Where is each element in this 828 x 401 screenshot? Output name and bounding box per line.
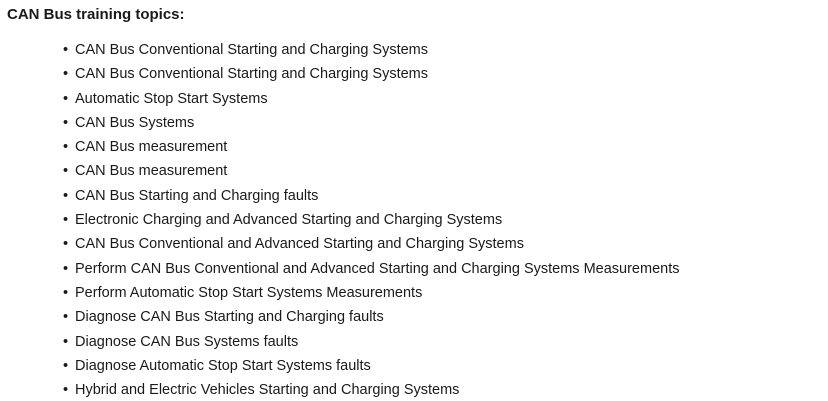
bullet-icon: • [63, 90, 69, 107]
list-item [63, 208, 679, 232]
list-item [63, 305, 679, 329]
list-item [63, 257, 679, 281]
list-item-label: CAN Bus Conventional Starting and Charging Systems [75, 42, 429, 58]
list-item-label: Perform Automatic Stop Start Systems Measurements [75, 284, 423, 301]
bullet-icon: • [63, 66, 69, 83]
list-item-label: CAN Bus measurement [75, 163, 228, 180]
list-item-label: Perform CAN Bus Conventional and Advanced Starting and Charging Systems Measurements [75, 260, 680, 277]
list-item [63, 111, 679, 135]
list-item [63, 62, 679, 86]
list-item [63, 135, 679, 159]
bullet-icon: • [63, 42, 69, 58]
bullet-icon: • [63, 139, 69, 156]
bullet-icon: • [63, 260, 69, 277]
bullet-icon: • [63, 163, 69, 180]
list-item-label: Electronic Charging and Advanced Starting and Charging Systems [75, 212, 503, 229]
list-item-label: Hybrid and Electric Vehicles Starting and Charging Systems [75, 382, 460, 399]
page-title: CAN Bus training topics: [7, 6, 185, 23]
list-item [63, 159, 679, 183]
list-item [63, 281, 679, 305]
bullet-icon: • [63, 357, 69, 374]
list-item-label: Automatic Stop Start Systems [75, 90, 268, 107]
list-item-label: Diagnose CAN Bus Starting and Charging faults [75, 309, 384, 326]
list-item-label: CAN Bus Systems [75, 114, 195, 131]
bullet-icon: • [63, 187, 69, 204]
list-item [63, 378, 679, 401]
list-item [63, 87, 679, 111]
list-item [63, 354, 679, 378]
list-item-label: CAN Bus Conventional and Advanced Starting and Charging Systems [75, 236, 524, 253]
list-item [63, 232, 679, 256]
list-item [63, 38, 679, 62]
list-item-label: CAN Bus Starting and Charging faults [75, 187, 319, 204]
list-item-label: Diagnose CAN Bus Systems faults [75, 333, 299, 350]
list-item-label: CAN Bus Conventional Starting and Charging Systems [75, 66, 429, 83]
list-item-label: CAN Bus measurement [75, 139, 228, 156]
list-item [63, 184, 679, 208]
topics-list [0, 38, 679, 401]
bullet-icon: • [63, 309, 69, 326]
bullet-icon: • [63, 114, 69, 131]
bullet-icon: • [63, 212, 69, 229]
bullet-icon: • [63, 236, 69, 253]
bullet-icon: • [63, 333, 69, 350]
list-item-label: Diagnose Automatic Stop Start Systems faults [75, 357, 371, 374]
list-item [63, 330, 679, 354]
bullet-icon: • [63, 284, 69, 301]
bullet-icon: • [63, 382, 69, 399]
